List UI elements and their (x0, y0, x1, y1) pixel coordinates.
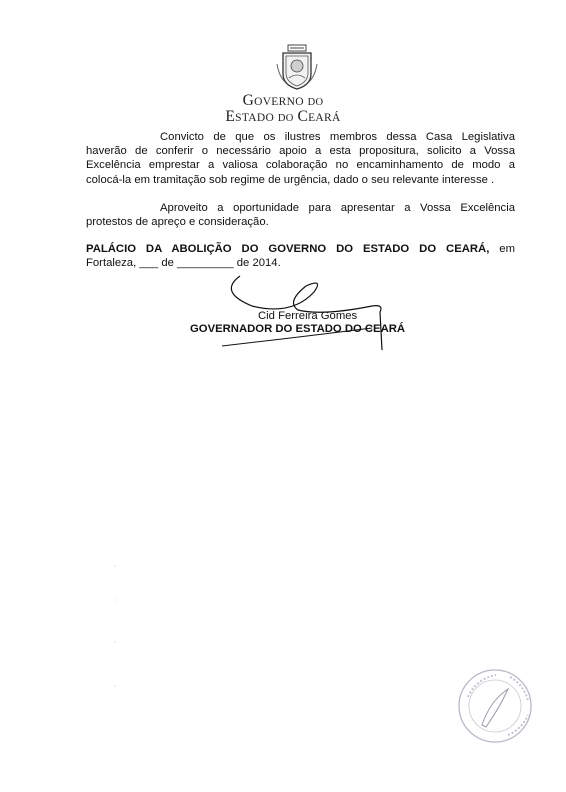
paragraph-closing (86, 242, 515, 270)
signer-name: Cid Ferreira Gomes (258, 310, 358, 322)
org-name-line2: ESTADO DO CEARÁ (225, 108, 341, 125)
signer-title: GOVERNADOR DO ESTADO DO CEARÁ (190, 323, 406, 335)
date-line: Fortaleza, ___ de _________ de 2014. (86, 257, 281, 270)
text-line: Convicto de que os ilustres membros dessa Casa Legislativa (160, 131, 515, 143)
org-name-line1: GOVERNO DO (242, 92, 324, 109)
ceara-coat-of-arms-icon (275, 44, 319, 90)
palace-name: PALÁCIO DA ABOLIÇÃO DO GOVERNO DO ESTADO DO CEARÁ, (86, 243, 490, 255)
text-line: colocá-la em tramitação sob regime de urgência, dado o seu relevante interesse . (86, 173, 495, 186)
protocol-stamp-icon (456, 667, 534, 745)
text-line: protestos de apreço e consideração. (86, 216, 269, 229)
text-line: Excelência emprestar a valiosa colaboração no encaminhamento de modo a (86, 159, 515, 172)
paragraph-request (86, 130, 515, 187)
paragraph-greeting (86, 201, 515, 229)
text-line: Aproveito a oportunidade para apresentar a Vossa Excelência (160, 202, 515, 214)
scan-noise (114, 560, 116, 700)
text-line: PALÁCIO DA ABOLIÇÃO DO GOVERNO DO ESTADO DO CEARÁ, em (86, 243, 515, 255)
text-line: haverão de conferir o necessário apoio a esta propositura, solicito a Vossa (86, 145, 515, 158)
